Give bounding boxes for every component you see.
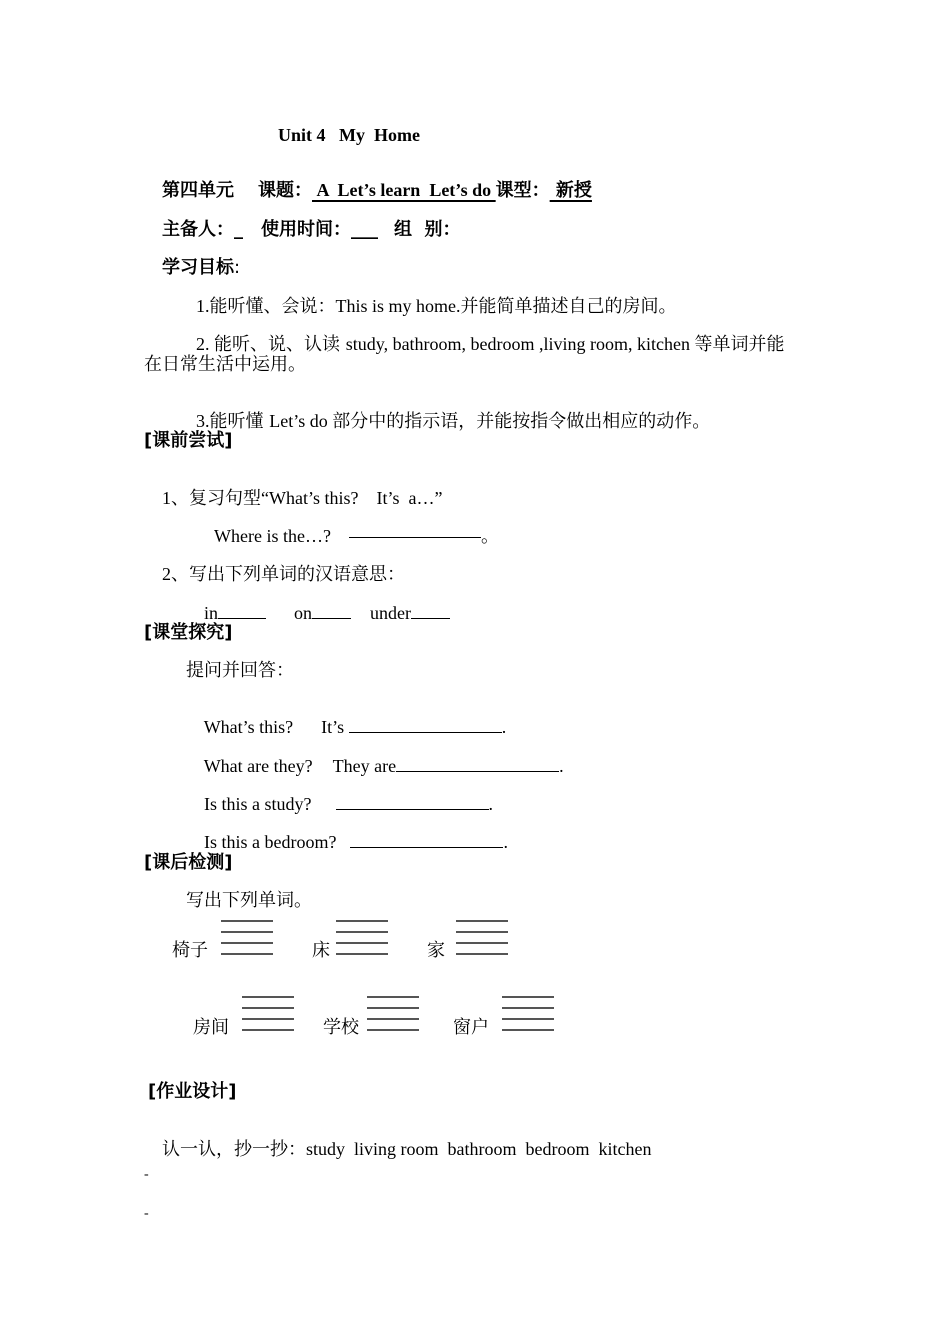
writing-lines	[456, 920, 508, 954]
word-label-bed: 床	[312, 940, 330, 961]
objective-item: 1.能听懂、会说：This is my home.并能简单描述自己的房间。	[196, 296, 677, 317]
type-value: 新授	[549, 180, 592, 201]
group-label: 组 别：	[394, 219, 461, 240]
writing-lines	[221, 920, 273, 954]
in-class-intro: 提问并回答：	[186, 660, 294, 681]
unit-label: 第四单元	[162, 180, 234, 201]
writing-lines	[336, 920, 388, 954]
qa-row: What’s this? It’s .	[203, 717, 507, 737]
answer-blank	[411, 617, 450, 619]
pre-class-question-2: 2、写出下列单词的汉语意思：	[162, 564, 405, 585]
answer-blank	[312, 617, 351, 619]
answer-blank	[349, 731, 502, 733]
answer-blank	[349, 537, 481, 538]
qa-row: Is this a bedroom? .	[204, 832, 508, 852]
answer-blank	[218, 617, 266, 619]
objective-item: 3.能听懂 Let’s do 部分中的指示语，并能按指令做出相应的动作。	[196, 411, 711, 432]
dash-mark: -	[144, 1206, 149, 1221]
section-heading-post-class: [课后检测]	[144, 852, 233, 873]
section-heading-in-class: [课堂探究]	[144, 622, 233, 643]
type-label: 课型：	[495, 180, 550, 201]
word-label-room: 房间	[193, 1017, 229, 1038]
preparer-value: _	[234, 219, 243, 240]
word-label-chair: 椅子	[172, 940, 208, 961]
objective-item: 2. 能听、说、认读 study, bathroom, bedroom ,living room, kitchen 等单词并能	[196, 334, 785, 355]
time-value: ___	[351, 219, 378, 240]
homework-task: 认一认，抄一抄：study living room bathroom bedroom kitchen	[162, 1139, 652, 1160]
writing-lines	[502, 996, 554, 1030]
post-class-intro: 写出下列单词。	[186, 890, 312, 911]
writing-lines	[242, 996, 294, 1030]
dash-mark: -	[144, 1167, 149, 1182]
word-label-school: 学校	[323, 1017, 359, 1038]
word-under: under	[370, 603, 411, 623]
word-in: in	[204, 603, 219, 623]
preparer-label: 主备人：	[162, 219, 234, 240]
objective-item-continuation: 在日常生活中运用。	[144, 354, 306, 375]
topic-value: A Let’s learn Let’s do	[312, 180, 496, 200]
section-heading-homework: [作业设计]	[148, 1081, 237, 1102]
page-title: Unit 4 My Home	[278, 125, 420, 145]
qa-row: Is this a study? .	[204, 794, 493, 814]
word-label-window: 窗户	[453, 1017, 489, 1038]
time-label: 使用时间：	[261, 219, 351, 240]
pre-class-question-1: 1、复习句型“What’s this? It’s a…”	[162, 488, 443, 509]
topic-label: 课题：	[258, 180, 312, 201]
word-label-home: 家	[427, 940, 445, 961]
answer-blank	[396, 770, 559, 772]
pre-class-question-1-line-2: Where is the…? 。	[214, 526, 499, 547]
answer-blank	[336, 808, 489, 810]
section-heading-pre-class: [课前尝试]	[144, 430, 233, 451]
word-on: on	[294, 603, 313, 623]
writing-lines	[367, 996, 419, 1030]
qa-row: What are they? They are .	[203, 756, 564, 776]
objectives-heading: 学习目标:	[162, 257, 241, 278]
answer-blank	[350, 846, 503, 848]
